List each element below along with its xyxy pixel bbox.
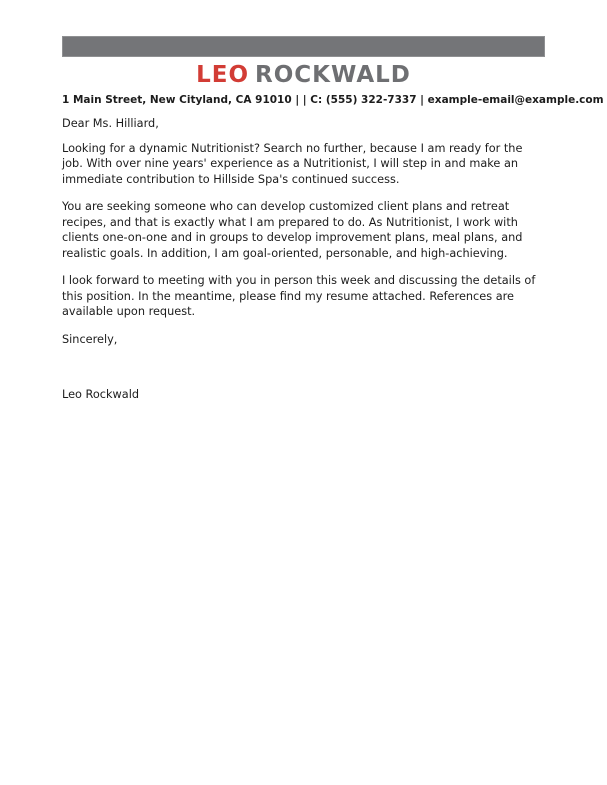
paragraph-follow-up: I look forward to meeting with you in person this week and discussing the details of this position. In the meantime, please find my resume attached. References are available upon request. [62, 274, 536, 318]
signature-name: Leo Rockwald [62, 388, 140, 401]
salutation: Dear Ms. Hilliard, [62, 117, 159, 130]
letterhead [62, 60, 604, 106]
letter-body [62, 116, 545, 415]
applicant-first-name: LEO [196, 62, 250, 88]
paragraph-intro: Looking for a dynamic Nutritionist? Search no further, because I am ready for the job. With over nine years' experience as a Nutritionist, I will step in and make an immediate contribution to Hillside Spa's continued success. [62, 141, 523, 186]
header-divider-bar [62, 36, 545, 57]
contact-info-line: 1 Main Street, New Cityland, CA 91010 | | C: (555) 322-7337 | example-email@example.com [62, 94, 604, 106]
closing-valediction: Sincerely, [62, 332, 118, 346]
applicant-last-name: ROCKWALD [255, 62, 411, 88]
paragraph-qualifications: You are seeking someone who can develop customized client plans and retreat recipes, and that is exactly what I am prepared to do. As Nutritionist, I work with clients one-on-one and in groups to develop improvement plans, meal plans, and realistic goals. In addition, I am goal-oriented, personable, and high-achieving. [62, 200, 523, 260]
applicant-name [62, 60, 545, 90]
